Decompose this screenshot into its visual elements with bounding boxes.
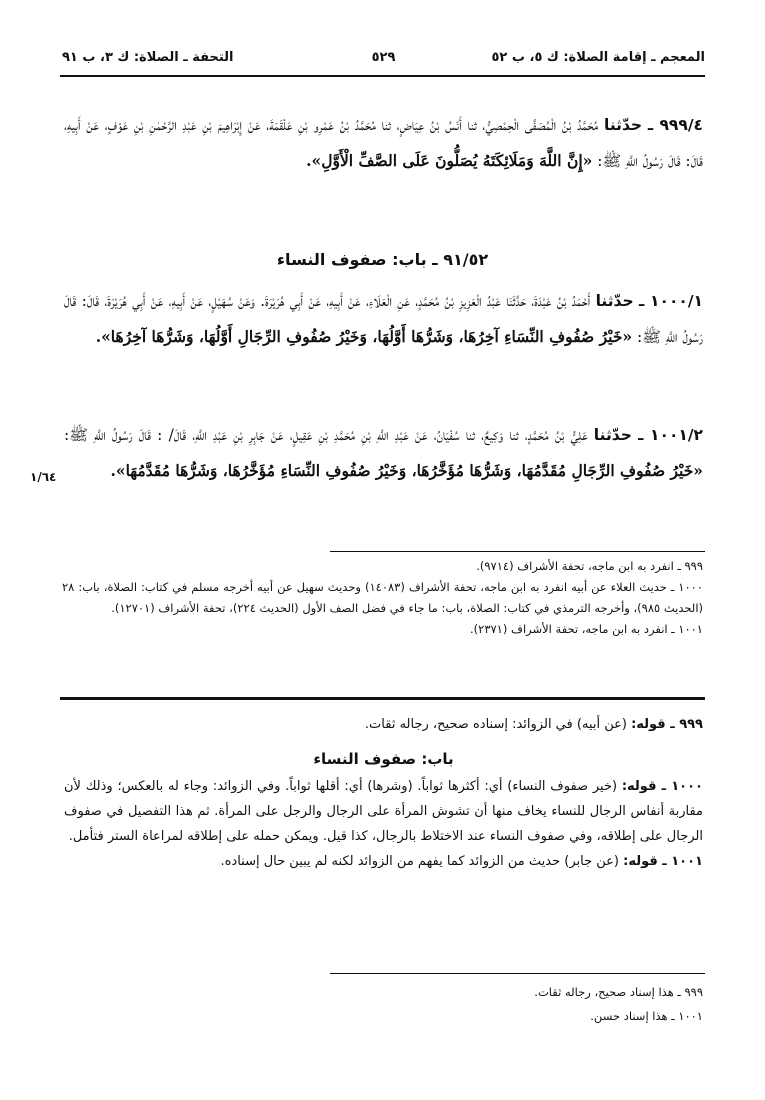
header-right-reference: المعجم ـ إقامة الصلاة: ك ٥، ب ٥٢ (491, 50, 705, 65)
footnote-item: ٩٩٩ ـ هذا إسناد صحيح، رجاله ثقات. (534, 985, 703, 999)
hadith-number: ١٠٠٠/١ ـ (638, 292, 703, 310)
margin-page-reference: ١/٦٤ (30, 470, 57, 484)
hadith-number: ٩٩٩/٤ ـ (647, 116, 703, 134)
hadith-isnad: مُحَمَّدُ بْنُ الْمُصَفَّى الْحِمْصِيُّ، ثنا أَنَسُ بْنُ عِيَاضٍ، ثنا مُحَمَّدُ بْنُ عَمْرِو بْنِ عَلْقَمَةَ، عَنْ إِبْرَاهِيمَ بْنِ عَبْدِ الرَّحْمٰنِ بْنِ عَوْفٍ، عَنْ أَبِيهِ، قَالَ: قَالَ رَسُولُ اللَّهِ ﷺ: (64, 116, 703, 170)
haddathana-word: حدّثنا (604, 116, 643, 134)
commentary-label: ١٠٠٠ ـ قوله: (621, 779, 703, 794)
commentary-separator (60, 697, 705, 700)
commentary-footnotes (62, 980, 703, 1028)
hadith-matn: «إِنَّ اللَّهَ وَمَلَائِكَتَهُ يُصَلُّونَ عَلَى الصَّفِّ الْأَوَّلِ». (306, 151, 593, 170)
commentary-label: ٩٩٩ ـ قوله: (631, 717, 703, 732)
hadith-number: ١٠٠١/٢ ـ (638, 426, 703, 444)
running-header (62, 50, 705, 72)
haddathana-word: حدّثنا (595, 292, 634, 310)
chapter-title: ٩١/٥٢ ـ باب: صفوف النساء (276, 250, 489, 269)
hadith-1001-text (64, 418, 703, 489)
hadith-matn: «خَيْرُ صُفُوفِ الرِّجَالِ مُقَدَّمُهَا، وَشَرُّهَا مُؤَخَّرُهَا، وَخَيْرُ صُفُوفِ النِّسَاءِ مُؤَخَّرُهَا، وَشَرُّهَا مُقَدَّمُهَا». (110, 461, 703, 480)
commentary-text: (عن أبيه) في الزوائد: إسناده صحيح، رجاله ثقات. (364, 717, 632, 732)
hadith-1001 (64, 418, 703, 489)
commentary-1000 (64, 774, 703, 849)
commentary-section (64, 712, 703, 874)
commentary-section-title: باب: صفوف النساء (313, 750, 454, 768)
commentary-footnote-rule (330, 973, 705, 974)
hadith-isnad: عَلِيُّ بْنُ مُحَمَّدٍ، ثنا وَكِيعٌ، ثنا سُفْيَانُ، عَنْ عَبْدِ اللَّهِ بْنِ مُحَمَّدِ بْنِ عَقِيلٍ، عَنْ جَابِرِ بْنِ عَبْدِ اللَّهِ، قَالَ/ : قَالَ رَسُولُ اللَّهِ ﷺ: (64, 426, 594, 444)
commentary-label: ١٠٠١ ـ قوله: (623, 854, 703, 869)
page-number: ٥٢٩ (371, 50, 396, 65)
header-left-reference: التحفة ـ الصلاة: ك ٣، ب ٩١ (62, 50, 234, 65)
header-rule (60, 75, 705, 77)
commentary-999 (64, 712, 703, 737)
hadith-1000-text (64, 284, 703, 355)
footnote-rule (330, 551, 705, 552)
hadith-isnad: أَحْمَدُ بْنُ عَبْدَةَ، حَدَّثَنَا عَبْدُ الْعَزِيزِ بْنُ مُحَمَّدٍ، عَنِ الْعَلَاءِ، عَنْ أَبِيهِ، عَنْ أَبِي هُرَيْرَةَ. وَعَنْ سُهَيْلٍ، عَنْ أَبِيهِ، عَنْ أَبِي هُرَيْرَةَ، قَالَ: قَالَ رَسُولُ اللَّهِ ﷺ: (64, 292, 703, 346)
footnote-item: ٩٩٩ ـ انفرد به ابن ماجه، تحفة الأشراف (٩٧١٤). (476, 559, 703, 573)
takhrij-footnotes (62, 556, 703, 640)
footnote-item: ١٠٠٠ ـ حديث العلاء عن أبيه انفرد به ابن ماجه، تحفة الأشراف (١٤٠٨٣) وحديث سهيل عن أبيه أخرجه مسلم في كتاب: الصلاة، باب: ٢٨ (الحديث ٩٨٥)، وأخرجه الترمذي في كتاب: الصلاة، باب: ما جاء في فضل الصف الأول (الحديث ٢٢٤)، تحفة الأشراف (١٢٧٠١). (62, 580, 703, 615)
commentary-text: (عن جابر) حديث من الزوائد كما يفهم من الزوائد لكنه لم يبين حال إسناده. (220, 854, 624, 869)
hadith-999-text (64, 108, 703, 179)
hadith-1000 (64, 284, 703, 355)
hadith-999 (64, 108, 703, 179)
commentary-text: (خير صفوف النساء) أي: أكثرها ثواباً. (وشرها) أي: أقلها ثواباً. وفي الزوائد: وجاء له بالعكس؛ وذلك لأن مقاربة أنفاس الرجال للنساء يخاف منها أن تشوش المرأة على الرجال والرجل على المرأة. ثم هذا التفصيل في صفوف الرجال على إطلاقه، وفي صفوف النساء عند الاختلاط بالرجال، كذا قيل. ويمكن حمله على إطلاقه لمراعاة الستر فتأمل. (64, 779, 703, 844)
commentary-1001 (64, 849, 703, 874)
haddathana-word: حدّثنا (593, 426, 632, 444)
footnote-item: ١٠٠١ ـ هذا إسناد حسن. (590, 1009, 703, 1023)
footnote-item: ١٠٠١ ـ انفرد به ابن ماجه، تحفة الأشراف (٢٣٧١). (470, 622, 703, 636)
hadith-matn: «خَيْرُ صُفُوفِ النِّسَاءِ آخِرُهَا، وَشَرُّهَا أَوَّلُهَا، وَخَيْرُ صُفُوفِ الرِّجَالِ أَوَّلُهَا، وَشَرُّهَا آخِرُهَا». (95, 327, 633, 346)
